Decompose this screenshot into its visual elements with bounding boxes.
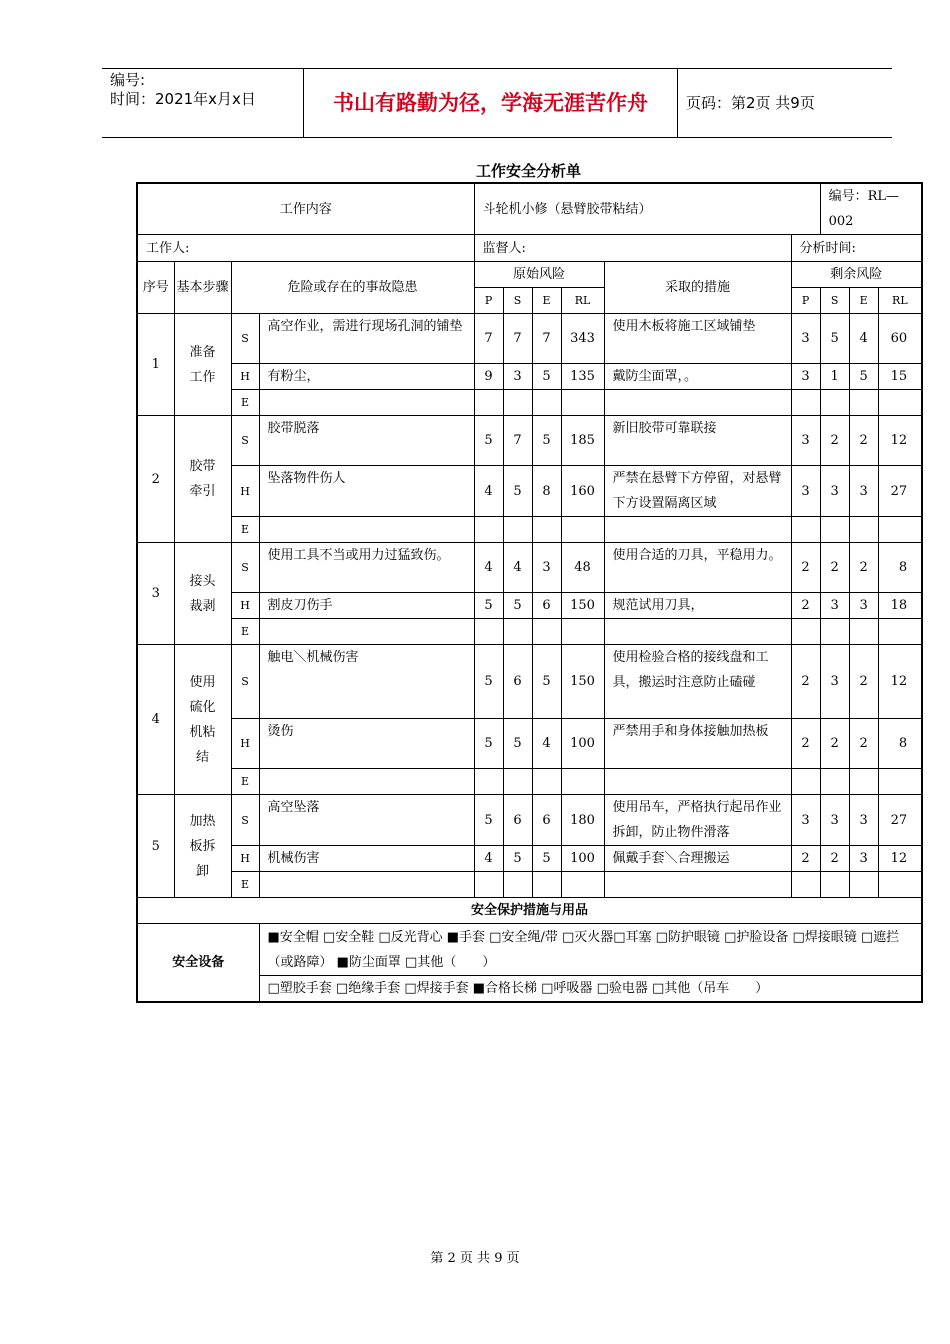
hazard-type: S bbox=[231, 314, 259, 364]
step-number: 5 bbox=[137, 795, 174, 898]
original-s: 6 bbox=[503, 645, 532, 719]
hazard-text: 高空坠落 bbox=[259, 795, 474, 846]
measure-text: 新旧胶带可靠联接 bbox=[604, 416, 791, 466]
step-name: 准备工作 bbox=[174, 314, 231, 416]
table-row bbox=[137, 364, 922, 390]
rl-header: RL bbox=[561, 288, 604, 314]
table-row bbox=[137, 390, 922, 416]
residual-s-header: S bbox=[820, 288, 849, 314]
original-s bbox=[503, 390, 532, 416]
original-s bbox=[503, 517, 532, 543]
hazard-type: E bbox=[231, 517, 259, 543]
residual-p: 2 bbox=[791, 543, 820, 593]
table-row bbox=[137, 314, 922, 364]
step-header: 基本步骤 bbox=[174, 262, 231, 314]
measure-text bbox=[604, 872, 791, 898]
original-rl: 100 bbox=[561, 846, 604, 872]
measure-text: 严禁在悬臂下方停留，对悬臂下方设置隔离区域 bbox=[604, 466, 791, 517]
original-p bbox=[474, 619, 503, 645]
original-e bbox=[532, 619, 561, 645]
original-s: 5 bbox=[503, 846, 532, 872]
residual-e: 2 bbox=[849, 719, 878, 769]
original-p: 4 bbox=[474, 466, 503, 517]
hazard-text: 机械伤害 bbox=[259, 846, 474, 872]
residual-rl: 8 bbox=[878, 543, 922, 593]
original-e: 5 bbox=[532, 416, 561, 466]
hazard-text: 胶带脱落 bbox=[259, 416, 474, 466]
original-rl bbox=[561, 390, 604, 416]
residual-p bbox=[791, 390, 820, 416]
original-rl bbox=[561, 769, 604, 795]
hazard-type: S bbox=[231, 543, 259, 593]
original-p: 5 bbox=[474, 593, 503, 619]
residual-p: 2 bbox=[791, 645, 820, 719]
safety-equipment-line-2: □塑胶手套 □绝缘手套 □焊接手套 ■合格长梯 □呼吸器 □验电器 □其他（吊车 ） bbox=[259, 976, 922, 1003]
residual-p: 3 bbox=[791, 466, 820, 517]
hazard-type: H bbox=[231, 846, 259, 872]
measure-text bbox=[604, 769, 791, 795]
residual-rl bbox=[878, 390, 922, 416]
table-row bbox=[137, 543, 922, 593]
original-e: 6 bbox=[532, 795, 561, 846]
hazard-text: 坠落物件伤人 bbox=[259, 466, 474, 517]
residual-rl bbox=[878, 517, 922, 543]
page-footer: 第 2 页 共 9 页 bbox=[430, 1251, 520, 1266]
residual-e: 2 bbox=[849, 645, 878, 719]
measure-text: 严禁用手和身体接触加热板 bbox=[604, 719, 791, 769]
original-e bbox=[532, 872, 561, 898]
hazard-type: S bbox=[231, 416, 259, 466]
step-number: 3 bbox=[137, 543, 174, 645]
residual-rl: 8 bbox=[878, 719, 922, 769]
table-row bbox=[137, 846, 922, 872]
hazard-text bbox=[259, 390, 474, 416]
original-p: 9 bbox=[474, 364, 503, 390]
measure-text: 佩戴手套＼合理搬运 bbox=[604, 846, 791, 872]
residual-rl bbox=[878, 872, 922, 898]
residual-p: 2 bbox=[791, 846, 820, 872]
residual-rl: 12 bbox=[878, 645, 922, 719]
code-label: 编号: bbox=[110, 71, 146, 89]
table-row bbox=[137, 593, 922, 619]
original-e: 8 bbox=[532, 466, 561, 517]
original-p: 5 bbox=[474, 795, 503, 846]
safety-equipment-label: 安全设备 bbox=[137, 924, 259, 1003]
original-p: 7 bbox=[474, 314, 503, 364]
worker-label: 工作人: bbox=[137, 235, 474, 262]
residual-p bbox=[791, 872, 820, 898]
hazard-text: 烫伤 bbox=[259, 719, 474, 769]
seq-header: 序号 bbox=[137, 262, 174, 314]
analysis-time-label: 分析时间: bbox=[791, 235, 922, 262]
hazard-type: S bbox=[231, 645, 259, 719]
hazard-text bbox=[259, 769, 474, 795]
original-rl: 185 bbox=[561, 416, 604, 466]
table-row bbox=[137, 466, 922, 517]
original-e: 5 bbox=[532, 364, 561, 390]
safety-section-title: 安全保护措施与用品 bbox=[137, 898, 922, 924]
page-header bbox=[102, 68, 892, 138]
residual-s bbox=[820, 390, 849, 416]
step-name: 使用硫化机粘结 bbox=[174, 645, 231, 795]
residual-e bbox=[849, 872, 878, 898]
safety-equipment-line-1: ■安全帽 □安全鞋 □反光背心 ■手套 □安全绳/带 □灭火器□耳塞 □防护眼镜 □护脸设备 □焊接眼镜 □遮拦（或路障） ■防尘面罩 □其他（ ） bbox=[259, 924, 922, 976]
residual-e-header: E bbox=[849, 288, 878, 314]
form-code: 编号：RL—002 bbox=[820, 183, 922, 235]
personnel-row bbox=[137, 235, 922, 262]
safety-analysis-table bbox=[136, 182, 923, 1003]
residual-e: 3 bbox=[849, 795, 878, 846]
residual-s: 3 bbox=[820, 593, 849, 619]
original-s: 5 bbox=[503, 466, 532, 517]
original-s bbox=[503, 872, 532, 898]
step-number: 4 bbox=[137, 645, 174, 795]
hazard-text bbox=[259, 872, 474, 898]
residual-p: 3 bbox=[791, 416, 820, 466]
residual-s: 3 bbox=[820, 645, 849, 719]
hazard-type: E bbox=[231, 619, 259, 645]
hazard-type: E bbox=[231, 390, 259, 416]
residual-s bbox=[820, 517, 849, 543]
table-row bbox=[137, 719, 922, 769]
residual-rl-header: RL bbox=[878, 288, 922, 314]
header-motto: 书山有路勤为径，学海无涯苦作舟 bbox=[333, 91, 648, 115]
document-title: 工作安全分析单 bbox=[475, 162, 581, 180]
residual-s: 2 bbox=[820, 846, 849, 872]
safety-title-row bbox=[137, 898, 922, 924]
s-header: S bbox=[503, 288, 532, 314]
header-page-info: 页码：第2页 共9页 bbox=[686, 94, 815, 112]
measure-text: 戴防尘面罩，。 bbox=[604, 364, 791, 390]
hazard-type: H bbox=[231, 364, 259, 390]
original-p: 4 bbox=[474, 846, 503, 872]
original-p: 4 bbox=[474, 543, 503, 593]
table-row bbox=[137, 416, 922, 466]
residual-rl: 15 bbox=[878, 364, 922, 390]
original-p bbox=[474, 769, 503, 795]
original-rl: 160 bbox=[561, 466, 604, 517]
original-rl: 135 bbox=[561, 364, 604, 390]
original-e bbox=[532, 769, 561, 795]
header-left bbox=[110, 71, 256, 109]
table-row bbox=[137, 517, 922, 543]
original-p bbox=[474, 390, 503, 416]
hazard-header: 危险或存在的事故隐患 bbox=[231, 262, 474, 314]
hazard-type: H bbox=[231, 719, 259, 769]
original-e: 5 bbox=[532, 846, 561, 872]
residual-e: 4 bbox=[849, 314, 878, 364]
original-s: 7 bbox=[503, 416, 532, 466]
residual-p: 3 bbox=[791, 314, 820, 364]
residual-e: 3 bbox=[849, 846, 878, 872]
original-s bbox=[503, 619, 532, 645]
info-row bbox=[137, 183, 922, 235]
residual-s: 5 bbox=[820, 314, 849, 364]
step-name: 加热板拆卸 bbox=[174, 795, 231, 898]
original-rl: 180 bbox=[561, 795, 604, 846]
original-e: 5 bbox=[532, 645, 561, 719]
residual-s: 2 bbox=[820, 719, 849, 769]
residual-s: 3 bbox=[820, 795, 849, 846]
hazard-text: 割皮刀伤手 bbox=[259, 593, 474, 619]
hazard-text bbox=[259, 619, 474, 645]
original-rl: 150 bbox=[561, 593, 604, 619]
work-content-label: 工作内容 bbox=[137, 183, 474, 235]
residual-rl: 18 bbox=[878, 593, 922, 619]
original-s: 6 bbox=[503, 795, 532, 846]
original-s: 5 bbox=[503, 593, 532, 619]
residual-e: 2 bbox=[849, 543, 878, 593]
original-s: 7 bbox=[503, 314, 532, 364]
residual-rl: 12 bbox=[878, 416, 922, 466]
original-e: 6 bbox=[532, 593, 561, 619]
hazard-type: H bbox=[231, 593, 259, 619]
residual-s bbox=[820, 769, 849, 795]
measure-text bbox=[604, 390, 791, 416]
original-rl bbox=[561, 517, 604, 543]
step-name: 胶带牵引 bbox=[174, 416, 231, 543]
residual-rl: 27 bbox=[878, 795, 922, 846]
original-rl: 48 bbox=[561, 543, 604, 593]
steps-body bbox=[137, 314, 922, 898]
residual-s: 2 bbox=[820, 543, 849, 593]
original-rl: 100 bbox=[561, 719, 604, 769]
residual-e: 3 bbox=[849, 466, 878, 517]
residual-rl: 12 bbox=[878, 846, 922, 872]
measure-text: 使用吊车，严格执行起吊作业拆卸，防止物件滑落 bbox=[604, 795, 791, 846]
table-row bbox=[137, 645, 922, 719]
residual-p: 2 bbox=[791, 719, 820, 769]
residual-p-header: P bbox=[791, 288, 820, 314]
hazard-text: 触电＼机械伤害 bbox=[259, 645, 474, 719]
time-label: 时间：2021年x月x日 bbox=[110, 90, 256, 108]
residual-p bbox=[791, 769, 820, 795]
original-e: 4 bbox=[532, 719, 561, 769]
residual-rl: 27 bbox=[878, 466, 922, 517]
original-s bbox=[503, 769, 532, 795]
original-e bbox=[532, 390, 561, 416]
original-rl bbox=[561, 619, 604, 645]
measure-text: 使用木板将施工区域铺垫 bbox=[604, 314, 791, 364]
residual-s: 1 bbox=[820, 364, 849, 390]
residual-e bbox=[849, 517, 878, 543]
table-row bbox=[137, 872, 922, 898]
residual-p bbox=[791, 517, 820, 543]
original-p: 5 bbox=[474, 645, 503, 719]
hazard-text: 使用工具不当或用力过猛致伤。 bbox=[259, 543, 474, 593]
hazard-type: H bbox=[231, 466, 259, 517]
hazard-type: E bbox=[231, 872, 259, 898]
table-row bbox=[137, 795, 922, 846]
residual-e: 5 bbox=[849, 364, 878, 390]
measure-text: 使用检验合格的接线盘和工具，搬运时注意防止磕碰 bbox=[604, 645, 791, 719]
residual-rl bbox=[878, 769, 922, 795]
residual-s: 3 bbox=[820, 466, 849, 517]
measure-text: 规范试用刀具， bbox=[604, 593, 791, 619]
hazard-type: E bbox=[231, 769, 259, 795]
original-p bbox=[474, 517, 503, 543]
residual-e bbox=[849, 769, 878, 795]
e-header: E bbox=[532, 288, 561, 314]
residual-p: 3 bbox=[791, 364, 820, 390]
p-header: P bbox=[474, 288, 503, 314]
residual-s: 2 bbox=[820, 416, 849, 466]
residual-p: 2 bbox=[791, 593, 820, 619]
residual-rl: 60 bbox=[878, 314, 922, 364]
step-number: 1 bbox=[137, 314, 174, 416]
original-s: 3 bbox=[503, 364, 532, 390]
original-p: 5 bbox=[474, 416, 503, 466]
residual-e: 2 bbox=[849, 416, 878, 466]
measure-text: 使用合适的刀具，平稳用力。 bbox=[604, 543, 791, 593]
original-rl: 150 bbox=[561, 645, 604, 719]
residual-p: 3 bbox=[791, 795, 820, 846]
residual-e bbox=[849, 619, 878, 645]
original-p bbox=[474, 872, 503, 898]
work-content-value: 斗轮机小修（悬臂胶带粘结） bbox=[474, 183, 820, 235]
step-number: 2 bbox=[137, 416, 174, 543]
column-header-row bbox=[137, 262, 922, 288]
hazard-type: S bbox=[231, 795, 259, 846]
header-divider bbox=[677, 69, 678, 137]
hazard-text: 有粉尘， bbox=[259, 364, 474, 390]
original-e: 3 bbox=[532, 543, 561, 593]
hazard-text bbox=[259, 517, 474, 543]
table-row bbox=[137, 769, 922, 795]
original-risk-header: 原始风险 bbox=[474, 262, 604, 288]
safety-row-1 bbox=[137, 924, 922, 976]
original-p: 5 bbox=[474, 719, 503, 769]
table-row bbox=[137, 619, 922, 645]
original-rl bbox=[561, 872, 604, 898]
residual-s bbox=[820, 872, 849, 898]
residual-rl bbox=[878, 619, 922, 645]
measures-header: 采取的措施 bbox=[604, 262, 791, 314]
measure-text bbox=[604, 619, 791, 645]
original-rl: 343 bbox=[561, 314, 604, 364]
original-e: 7 bbox=[532, 314, 561, 364]
original-s: 5 bbox=[503, 719, 532, 769]
original-s: 4 bbox=[503, 543, 532, 593]
residual-risk-header: 剩余风险 bbox=[791, 262, 922, 288]
residual-e: 3 bbox=[849, 593, 878, 619]
step-name: 接头裁剥 bbox=[174, 543, 231, 645]
residual-s bbox=[820, 619, 849, 645]
measure-text bbox=[604, 517, 791, 543]
hazard-text: 高空作业，需进行现场孔洞的铺垫 bbox=[259, 314, 474, 364]
supervisor-label: 监督人: bbox=[474, 235, 791, 262]
original-e bbox=[532, 517, 561, 543]
residual-e bbox=[849, 390, 878, 416]
residual-p bbox=[791, 619, 820, 645]
